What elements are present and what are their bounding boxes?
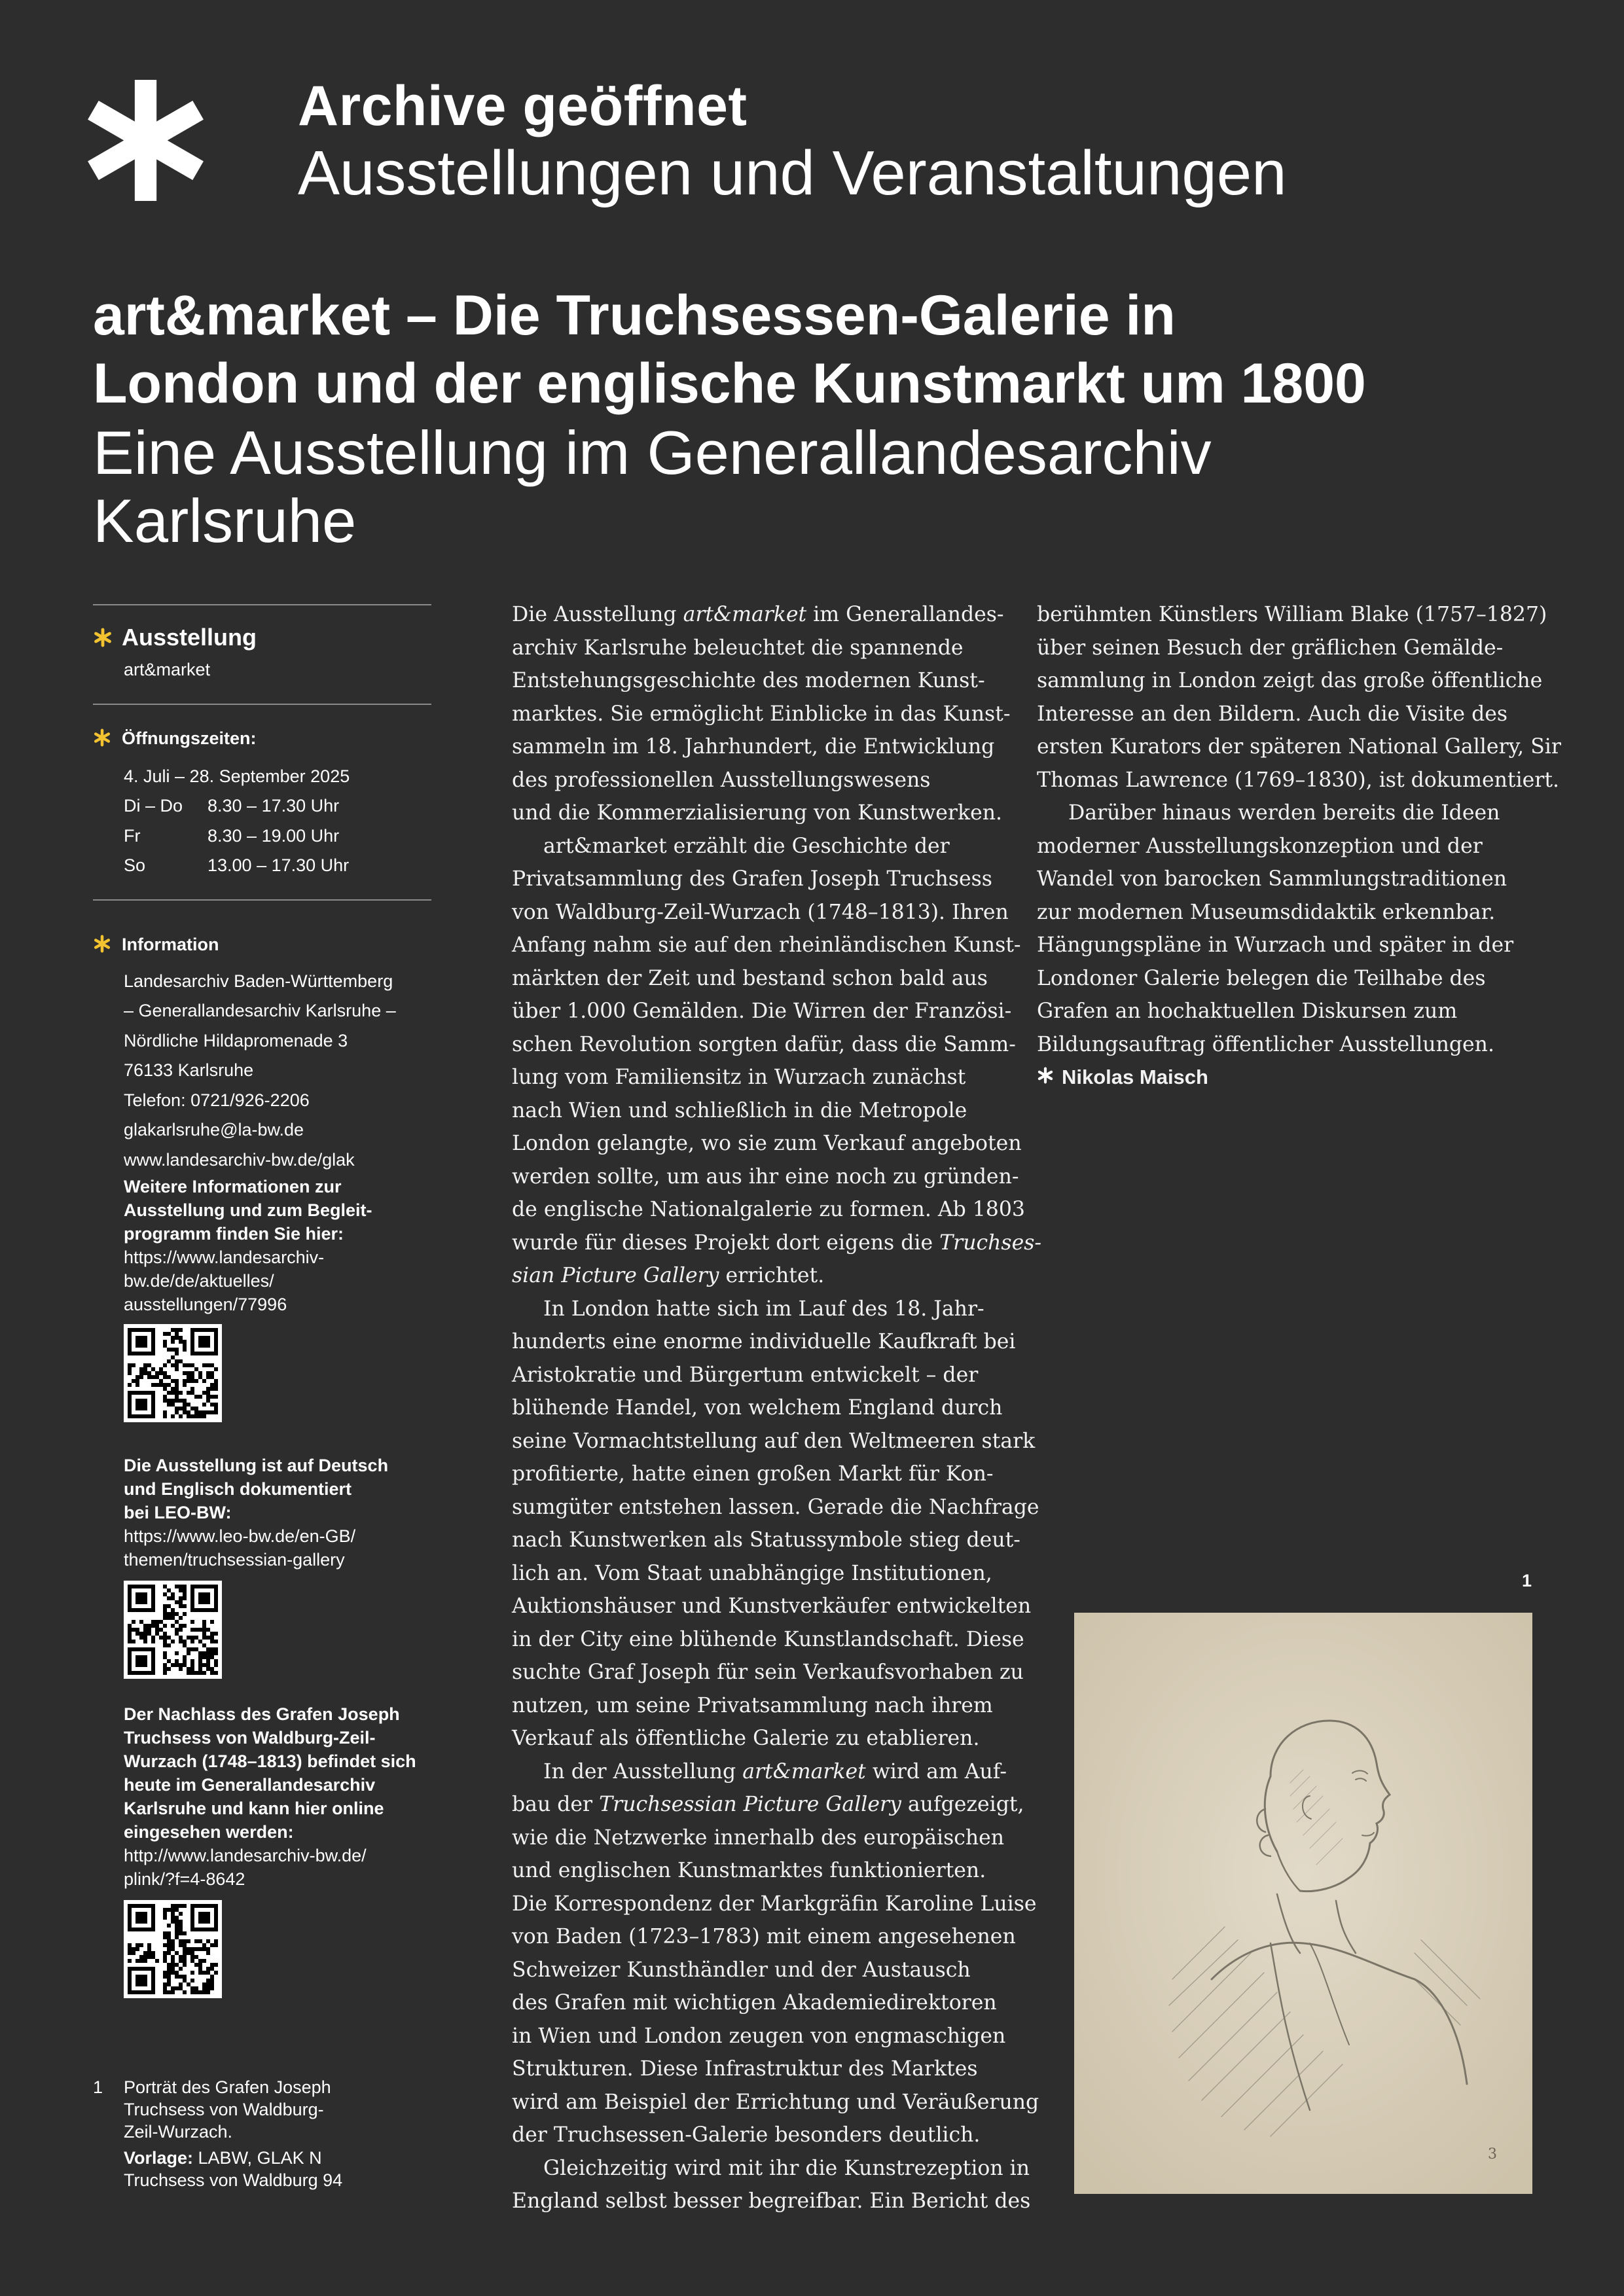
address-line: Landesarchiv Baden-Württemberg bbox=[124, 971, 393, 991]
estate-info-label: Karlsruhe und kann hier online bbox=[124, 1799, 384, 1818]
article-line: suchte Graf Joseph für sein Verkaufsvorhaben zu bbox=[512, 1660, 1024, 1684]
header-title: Archive geöffnet bbox=[298, 75, 748, 137]
article-author-name: Nikolas Maisch bbox=[1062, 1066, 1208, 1088]
article-line: art&market erzählt die Geschichte der bbox=[543, 834, 950, 858]
email-link[interactable]: glakarlsruhe@la-bw.de bbox=[124, 1120, 304, 1139]
info-sidebar bbox=[93, 604, 431, 1998]
article-line: de englische Nationalgalerie zu formen. Ab 1803 bbox=[512, 1198, 1025, 1221]
portrait-image bbox=[1074, 1613, 1532, 2194]
article-line: Strukturen. Diese Infrastruktur des Marktes bbox=[512, 2057, 978, 2081]
qr-code-graphic bbox=[124, 1581, 222, 1679]
information-heading bbox=[93, 935, 431, 955]
article-line: In London hatte sich im Lauf des 18. Jahr- bbox=[543, 1297, 984, 1321]
caption-source-line: Truchsess von Waldburg 94 bbox=[124, 2170, 343, 2190]
article-line: in der City eine blühende Kunstlandschaft. Diese bbox=[512, 1627, 1024, 1651]
article-line: von Baden (1723–1783) mit einem angesehenen bbox=[512, 1925, 1016, 1948]
caption-line: Truchsess von Waldburg- bbox=[124, 2100, 324, 2119]
article-line: werden sollte, um aus ihr eine noch zu gründen- bbox=[512, 1164, 1019, 1189]
qr-code-graphic bbox=[124, 1324, 222, 1422]
article-line: wird am Beispiel der Errichtung und Veräußerung bbox=[512, 2090, 1039, 2114]
estate-info-label: eingesehen werden: bbox=[124, 1822, 294, 1842]
article-subtitle-line: Eine Ausstellung im Generallandesarchiv bbox=[93, 418, 1212, 487]
qr-code-graphic bbox=[124, 1900, 222, 1998]
portrait-page-mark: 3 bbox=[1488, 2146, 1497, 2162]
article-line: profitierte, hatte einen großen Markt für Kon- bbox=[512, 1462, 994, 1486]
caption-source-label: Vorlage: bbox=[124, 2148, 194, 2168]
article-line: archiv Karlsruhe beleuchtet die spannende bbox=[512, 636, 964, 660]
article-line: Hängungspläne in Wurzach und später in der bbox=[1037, 933, 1514, 957]
qr-code-icon[interactable] bbox=[124, 1581, 222, 1679]
asterisk-bullet-icon bbox=[93, 728, 113, 748]
leo-link[interactable]: themen/truchsessian-gallery bbox=[124, 1550, 345, 1570]
article-line: Gleichzeitig wird mit ihr die Kunstrezeption in bbox=[543, 2156, 1030, 2180]
article-line: schen Revolution sorgten dafür, dass die Samm- bbox=[512, 1032, 1016, 1056]
exhibition-heading-label: Ausstellung bbox=[122, 624, 257, 651]
article-column-2 bbox=[1037, 598, 1561, 1094]
exhibition-name: art&market bbox=[124, 660, 211, 679]
leo-info-label: Die Ausstellung ist auf Deutsch bbox=[124, 1456, 389, 1475]
caption-number: 1 bbox=[93, 2077, 103, 2097]
article-title bbox=[93, 281, 1566, 418]
article-line: nach Wien und schließlich in die Metropole bbox=[512, 1098, 967, 1122]
address-line: 76133 Karlsruhe bbox=[124, 1060, 254, 1080]
article-line: und die Kommerzialisierung von Kunstwerken. bbox=[512, 801, 1003, 825]
article-line: Aristokratie und Bürgertum entwickelt – der bbox=[512, 1363, 979, 1387]
article-line: In der Ausstellung art&market wird am Auf- bbox=[543, 1759, 1007, 1784]
asterisk-bullet-icon bbox=[93, 628, 113, 647]
figure-caption bbox=[93, 2076, 431, 2191]
more-info-label: Ausstellung und zum Begleit- bbox=[124, 1200, 372, 1220]
header-subtitle: Ausstellungen und Veranstaltungen bbox=[298, 138, 1287, 208]
estate-link[interactable]: http://www.landesarchiv-bw.de/ bbox=[124, 1846, 367, 1865]
qr-code-icon[interactable] bbox=[124, 1900, 222, 1998]
article-line: märkten der Zeit und bestand schon bald aus bbox=[512, 966, 988, 990]
article-line: in Wien und London zeugen von engmaschigen bbox=[512, 2024, 1006, 2048]
article-line: Anfang nahm sie auf den rheinländischen Kunst- bbox=[512, 933, 1021, 957]
hours-days: So bbox=[124, 855, 146, 875]
hours-days: Fr bbox=[124, 825, 141, 846]
article-line: und englischen Kunstmarktes funktionierten. bbox=[512, 1859, 986, 1882]
article-title-line: London und der englische Kunstmarkt um 1800 bbox=[93, 352, 1366, 415]
article-line: sumgüter entstehen lassen. Gerade die Nachfrage bbox=[512, 1495, 1039, 1519]
article-line: wie die Netzwerke innerhalb des europäischen bbox=[512, 1825, 1005, 1850]
article-line: ersten Kurators der späteren National Gallery, Sir bbox=[1037, 735, 1561, 759]
article-line: Entstehungsgeschichte des modernen Kunst- bbox=[512, 669, 985, 692]
address-line: Nördliche Hildapromenade 3 bbox=[124, 1030, 348, 1050]
hours-time: 8.30 – 19.00 Uhr bbox=[208, 825, 340, 846]
article-line: moderner Ausstellungskonzeption und der bbox=[1037, 834, 1483, 858]
more-info-link[interactable]: ausstellungen/77996 bbox=[124, 1295, 287, 1314]
article-line: nach Kunstwerken als Statussymbole stieg deut- bbox=[512, 1528, 1020, 1552]
estate-info-label: Wurzach (1748–1813) befindet sich bbox=[124, 1751, 416, 1771]
phone: Telefon: 0721/926-2206 bbox=[124, 1090, 310, 1110]
more-info-label: programm finden Sie hier: bbox=[124, 1224, 344, 1244]
article-line: des professionellen Ausstellungswesens bbox=[512, 768, 931, 792]
hours-period: 4. Juli – 28. September 2025 bbox=[124, 766, 350, 786]
address-line: – Generallandesarchiv Karlsruhe – bbox=[124, 1001, 396, 1020]
article-line: bau der Truchsessian Picture Gallery aufgezeigt, bbox=[512, 1793, 1024, 1816]
exhibition-heading bbox=[93, 624, 431, 651]
hours-time: 13.00 – 17.30 Uhr bbox=[208, 855, 350, 875]
estate-info-label: Truchsess von Waldburg-Zeil- bbox=[124, 1728, 376, 1748]
article-line: Verkauf als öffentliche Galerie zu etablieren. bbox=[512, 1727, 980, 1750]
article-line: Auktionshäuser und Kunstverkäufer entwickelten bbox=[512, 1594, 1032, 1618]
article-line: zur modernen Museumsdidaktik erkennbar. bbox=[1037, 900, 1496, 924]
hours-heading bbox=[93, 728, 431, 749]
article-line: der Truchsessen-Galerie besonders deutlich. bbox=[512, 2123, 981, 2147]
asterisk-bullet-icon bbox=[1037, 1061, 1054, 1094]
article-line: des Grafen mit wichtigen Akademiedirektoren bbox=[512, 1991, 997, 2015]
article-line: seine Vormachtstellung auf den Weltmeeren stark bbox=[512, 1429, 1036, 1453]
article-line: sian Picture Gallery errichtet. bbox=[512, 1264, 825, 1287]
article-subtitle bbox=[93, 419, 1566, 555]
article-line: nutzen, um seine Privatsammlung nach ihrem bbox=[512, 1693, 993, 1717]
hours-time: 8.30 – 17.30 Uhr bbox=[208, 796, 340, 816]
leo-info-label: bei LEO-BW: bbox=[124, 1503, 232, 1522]
qr-code-icon[interactable] bbox=[124, 1324, 222, 1422]
article-author bbox=[1037, 1061, 1534, 1094]
article-title-line: art&market – Die Truchsessen-Galerie in bbox=[93, 284, 1176, 347]
information-heading-label: Information bbox=[122, 934, 219, 954]
article-line: Privatsammlung des Grafen Joseph Truchsess bbox=[512, 867, 992, 891]
caption-source-text: LABW, GLAK N bbox=[193, 2148, 322, 2168]
article-line: Die Ausstellung art&market im Generallandes- bbox=[512, 603, 1004, 626]
more-info-label: Weitere Informationen zur bbox=[124, 1177, 342, 1196]
hours-row bbox=[93, 821, 431, 852]
more-info-link[interactable]: bw.de/de/aktuelles/ bbox=[124, 1271, 274, 1291]
article-line: über 1.000 Gemälden. Die Wirren der Französi- bbox=[512, 999, 1012, 1023]
article-line: Londoner Galerie belegen die Teilhabe des bbox=[1037, 966, 1486, 990]
article-line: lung vom Familiensitz in Wurzach zunächst bbox=[512, 1066, 966, 1089]
article-column-1 bbox=[512, 598, 1042, 2218]
article-line: London gelangte, wo sie zum Verkauf angeboten bbox=[512, 1132, 1022, 1155]
hours-row bbox=[93, 851, 431, 881]
article-line: Die Korrespondenz der Markgräfin Karoline Luise bbox=[512, 1892, 1037, 1916]
website-link[interactable]: www.landesarchiv-bw.de/glak bbox=[124, 1149, 355, 1170]
article-line: Bildungsauftrag öffentlicher Ausstellungen. bbox=[1037, 1032, 1494, 1056]
article-line: berühmten Künstlers William Blake (1757–1827) bbox=[1037, 603, 1547, 626]
article-subtitle-line: Karlsruhe bbox=[93, 486, 357, 555]
leo-link[interactable]: https://www.leo-bw.de/en-GB/ bbox=[124, 1526, 356, 1546]
article-line: Grafen an hochaktuellen Diskursen zum bbox=[1037, 999, 1458, 1023]
article-line: lich an. Vom Staat unabhängige Institutionen, bbox=[512, 1561, 992, 1585]
estate-link[interactable]: plink/?f=4-8642 bbox=[124, 1869, 245, 1889]
estate-info-label: heute im Generallandesarchiv bbox=[124, 1775, 376, 1795]
article-line: Interesse an den Bildern. Auch die Visite des bbox=[1037, 702, 1508, 726]
article-line: sammeln im 18. Jahrhundert, die Entwicklung bbox=[512, 735, 995, 759]
hours-days: Di – Do bbox=[124, 796, 183, 816]
archive-star-logo-icon bbox=[85, 80, 206, 201]
hours-row bbox=[93, 791, 431, 821]
article-line: sammlung in London zeigt das große öffentliche bbox=[1037, 669, 1543, 692]
article-line: Thomas Lawrence (1769–1830), ist dokumentiert. bbox=[1037, 768, 1560, 792]
article-line: über seinen Besuch der gräflichen Gemälde- bbox=[1037, 636, 1504, 660]
estate-info-label: Der Nachlass des Grafen Joseph bbox=[124, 1704, 400, 1724]
more-info-link[interactable]: https://www.landesarchiv- bbox=[124, 1247, 325, 1267]
article-line: Darüber hinaus werden bereits die Ideen bbox=[1068, 801, 1500, 825]
article-line: wurde für dieses Projekt dort eigens die Truchses- bbox=[512, 1230, 1042, 1255]
asterisk-bullet-icon bbox=[93, 935, 113, 954]
article-line: von Waldburg-Zeil-Wurzach (1748–1813). Ihren bbox=[512, 900, 1009, 924]
article-line: Wandel von barocken Sammlungstraditionen bbox=[1037, 867, 1507, 891]
caption-line: Porträt des Grafen Joseph bbox=[124, 2077, 331, 2097]
article-line: blühende Handel, von welchem England durch bbox=[512, 1396, 1003, 1420]
article-line: marktes. Sie ermöglicht Einblicke in das Kunst- bbox=[512, 702, 1011, 726]
article-line: Schweizer Kunsthändler und der Austausch bbox=[512, 1958, 971, 1982]
caption-source bbox=[124, 2147, 431, 2169]
leo-info-label: und Englisch dokumentiert bbox=[124, 1479, 352, 1499]
hours-heading-label: Öffnungszeiten: bbox=[122, 728, 257, 748]
caption-line: Zeil-Wurzach. bbox=[124, 2122, 233, 2142]
article-line: hunderts eine enorme individuelle Kaufkraft bei bbox=[512, 1330, 1016, 1354]
figure-number: 1 bbox=[1522, 1571, 1532, 1590]
article-line: England selbst besser begreifbar. Ein Bericht des bbox=[512, 2189, 1031, 2213]
